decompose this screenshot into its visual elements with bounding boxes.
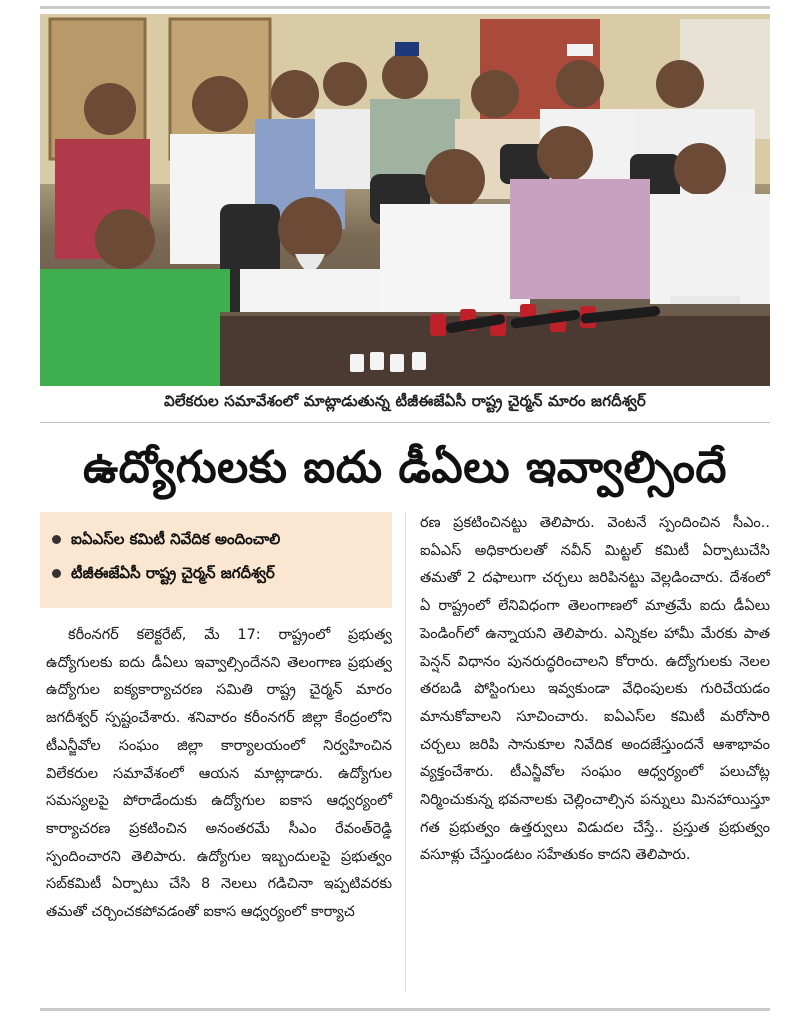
article-column-right xyxy=(420,510,770,870)
headline: ఉద్యోగులకు ఐదు డీఏలు ఇవ్వాల్సిందే xyxy=(83,442,727,493)
highlight-text: టీజీఈజేఏసీ రాష్ట్ర చైర్మన్ జగదీశ్వర్ xyxy=(71,564,275,582)
bullet-icon xyxy=(52,569,61,578)
bullet-icon xyxy=(52,535,61,544)
highlight-item xyxy=(52,522,380,556)
highlight-item xyxy=(52,556,380,590)
highlight-text: ఐఏఎస్‌ల కమిటీ నివేదిక అందించాలి xyxy=(71,530,281,548)
article-paragraph: రణ ప్రకటించినట్టు తెలిపారు. వెంటనే స్పందించిన సీఎం.. ఐఏఎస్ అధికారులతో నవీన్ మిట్టల్ కమిటీ ఏర్పాటుచేసి తమతో 2 దఫాలుగా చర్చలు జరిపినట్టు వెల్లడించారు. దేశంలో ఏ రాష్ట్రంలో లేనివిధంగా తెలంగాణలో మాత్రమే ఐదు డీఏలు పెండింగ్‌లో ఉన్నాయని తెలిపారు. ఎన్నికల హామీ మేరకు పాత పెన్షన్ విధానం పునరుద్ధరించాలని కోరారు. ఉద్యోగులకు నెలల తరబడి పోస్టింగులు ఇవ్వకుండా వేధింపులకు గురిచేయడం మానుకోవాలని సూచించారు. ఐఏఎస్‌ల కమిటీ మరోసారి చర్చలు జరిపి సానుకూల నివేదిక అందజేస్తుందనే ఆశాభావం వ్యక్తంచేశారు. టీఎన్జీవోల సంఘం ఆధ్వర్యంలో పలుచోట్ల నిర్మించుకున్న భవనాలకు చెల్లించాల్సిన పన్నులు మినహాయిస్తూ గత ప్రభుత్వం ఉత్తర్వులు విడుదల చేస్తే.. ప్రస్తుత ప్రభుత్వం వసూళ్లు చేస్తుండటం సహేతుకం కాదని తెలిపారు. xyxy=(420,515,770,864)
photo-caption: విలేకరుల సమావేశంలో మాట్లాడుతున్న టీజీఈజేఏసీ రాష్ట్ర చైర్మన్ మారం జగదీశ్వర్ xyxy=(163,392,647,410)
caption-divider xyxy=(40,422,770,423)
press-conference-photo xyxy=(40,14,770,386)
press-conference-photo-icon xyxy=(40,14,770,386)
top-rule xyxy=(40,6,770,9)
highlights-box xyxy=(40,512,392,608)
bottom-rule xyxy=(40,1008,770,1011)
article-column-left xyxy=(46,622,392,927)
column-divider xyxy=(405,512,406,992)
article-paragraph: కరీంనగర్ కలెక్టరేట్, మే 17: రాష్ట్రంలో ప్రభుత్వ ఉద్యోగులకు ఐదు డీఏలు ఇవ్వాల్సిందేనని తెలంగాణ ప్రభుత్వ ఉద్యోగుల ఐక్యకార్యాచరణ సమితి రాష్ట్ర చైర్మన్ మారం జగదీశ్వర్ స్పష్టంచేశారు. శనివారం కరీంనగర్ జిల్లా కేంద్రంలోని టీఎన్జీవోల సంఘం జిల్లా కార్యాలయంలో నిర్వహించిన విలేకరుల సమావేశంలో ఆయన మాట్లాడారు. ఉద్యోగుల సమస్యలపై పోరాడేందుకు ఉద్యోగుల ఐకాస ఆధ్వర్యంలో కార్యాచరణ ప్రకటించిన అనంతరమే సీఎం రేవంత్‌రెడ్డి స్పందించారని తెలిపారు. ఉద్యోగుల ఇబ్బందులపై ప్రభుత్వం సబ్‌కమిటీ ఏర్పాటు చేసి 8 నెలలు గడిచినా ఇప్పటివరకు తమతో చర్చించకపోవడంతో ఐకాస ఆధ్వర్యంలో కార్యాచ xyxy=(46,627,392,921)
